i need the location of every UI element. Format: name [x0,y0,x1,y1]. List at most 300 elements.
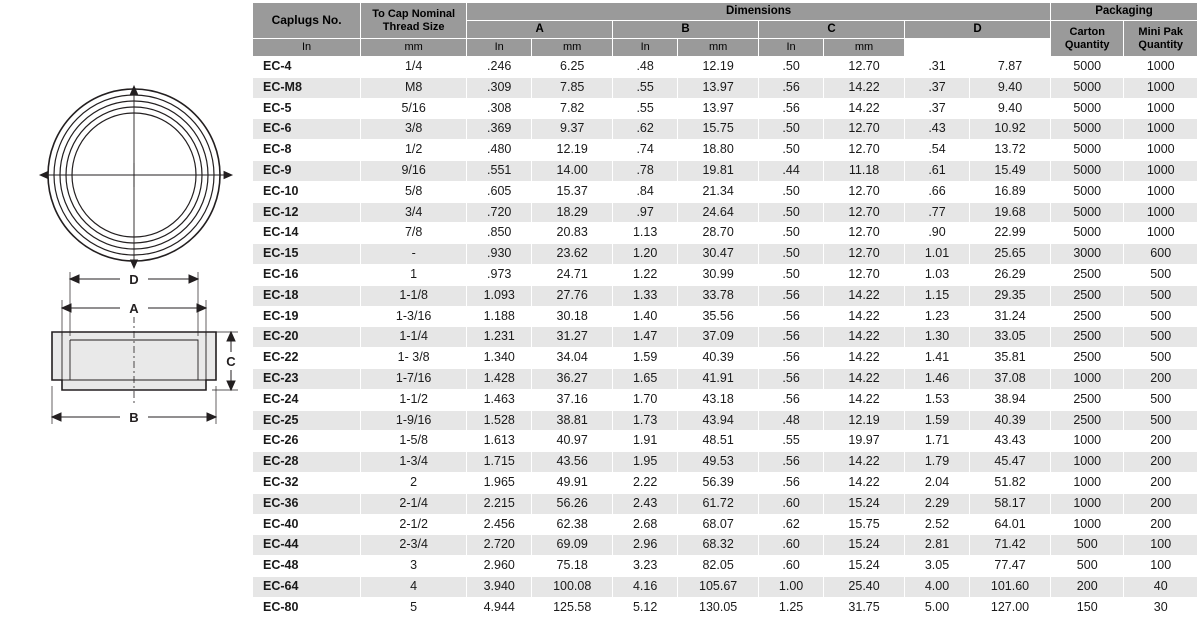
cell-c-in: .56 [759,472,824,493]
cell-thread-size: 1-5/8 [361,431,467,452]
cell-d-mm: 9.40 [970,98,1051,119]
cell-b-in: 2.22 [613,472,678,493]
cell-a-mm: 30.18 [532,306,613,327]
cell-thread-size: 1 [361,264,467,285]
cell-c-mm: 12.70 [824,202,905,223]
cell-a-in: 2.456 [467,514,532,535]
cell-d-mm: 77.47 [970,556,1051,577]
header-b-in: In [467,39,532,57]
cell-b-mm: 43.94 [678,410,759,431]
cell-a-mm: 31.27 [532,327,613,348]
cell-a-mm: 23.62 [532,244,613,265]
cell-b-mm: 30.99 [678,264,759,285]
header-thread-size: To Cap Nominal Thread Size [361,3,467,39]
cell-carton-quantity: 1000 [1050,514,1123,535]
cell-b-mm: 49.53 [678,452,759,473]
cell-carton-quantity: 3000 [1050,244,1123,265]
header-dim-c: C [759,21,905,39]
cell-b-mm: 21.34 [678,181,759,202]
cell-b-in: 2.96 [613,535,678,556]
cell-thread-size: 3/8 [361,119,467,140]
cell-d-mm: 15.49 [970,160,1051,181]
cell-c-in: .62 [759,514,824,535]
cell-c-mm: 14.22 [824,98,905,119]
cell-c-mm: 12.70 [824,119,905,140]
cell-c-mm: 14.22 [824,77,905,98]
cell-mini-pak-quantity: 500 [1124,348,1198,369]
cell-mini-pak-quantity: 200 [1124,472,1198,493]
cell-b-in: .55 [613,77,678,98]
cell-a-in: .246 [467,57,532,78]
cell-b-in: 1.95 [613,452,678,473]
cell-mini-pak-quantity: 200 [1124,368,1198,389]
cell-part-number: EC-9 [253,160,361,181]
product-drawing-panel [0,0,252,583]
cell-c-in: .56 [759,348,824,369]
cell-c-in: .50 [759,244,824,265]
cell-part-number: EC-19 [253,306,361,327]
cell-part-number: EC-36 [253,493,361,514]
cell-d-in: 1.71 [904,431,969,452]
cell-b-in: 5.12 [613,597,678,618]
cell-part-number: EC-12 [253,202,361,223]
cell-mini-pak-quantity: 1000 [1124,202,1198,223]
cell-part-number: EC-48 [253,556,361,577]
cell-d-mm: 13.72 [970,140,1051,161]
cell-carton-quantity: 5000 [1050,57,1123,78]
cell-c-in: .56 [759,77,824,98]
cell-part-number: EC-16 [253,264,361,285]
cell-d-mm: 64.01 [970,514,1051,535]
cell-thread-size: - [361,244,467,265]
cell-a-in: .551 [467,160,532,181]
cell-carton-quantity: 5000 [1050,77,1123,98]
cell-b-mm: 41.91 [678,368,759,389]
cell-d-in: 1.23 [904,306,969,327]
cell-b-in: .84 [613,181,678,202]
cell-c-in: .50 [759,119,824,140]
dimension-label-c: C [226,354,236,369]
cell-thread-size: 4 [361,576,467,597]
header-mini-pak-quantity [1124,21,1198,57]
cell-thread-size: 2 [361,472,467,493]
cell-c-mm: 14.22 [824,348,905,369]
cell-c-in: .56 [759,98,824,119]
cell-carton-quantity: 2500 [1050,410,1123,431]
cell-thread-size: M8 [361,77,467,98]
table-row [253,514,1198,535]
cell-b-in: 3.23 [613,556,678,577]
cell-b-mm: 40.39 [678,348,759,369]
table-row [253,597,1198,618]
cell-a-in: 1.613 [467,431,532,452]
cell-a-mm: 43.56 [532,452,613,473]
cell-a-mm: 75.18 [532,556,613,577]
header-d-mm: mm [824,39,905,57]
cell-b-mm: 24.64 [678,202,759,223]
cell-a-in: .308 [467,98,532,119]
cell-b-in: 2.68 [613,514,678,535]
cell-mini-pak-quantity: 500 [1124,306,1198,327]
cell-c-mm: 14.22 [824,389,905,410]
cell-a-mm: 69.09 [532,535,613,556]
cell-b-mm: 68.07 [678,514,759,535]
cell-a-in: 1.528 [467,410,532,431]
table-row [253,119,1198,140]
cell-carton-quantity: 1000 [1050,452,1123,473]
cell-thread-size: 1-1/8 [361,285,467,306]
cell-a-in: .605 [467,181,532,202]
cell-d-in: .61 [904,160,969,181]
cell-mini-pak-quantity: 1000 [1124,223,1198,244]
cell-d-in: 1.15 [904,285,969,306]
cell-mini-pak-quantity: 1000 [1124,119,1198,140]
cell-a-mm: 7.85 [532,77,613,98]
cell-c-mm: 15.24 [824,556,905,577]
table-header [253,3,1198,57]
table-row [253,98,1198,119]
cell-thread-size: 1-9/16 [361,410,467,431]
specification-table-wrapper [252,2,1198,619]
table-row [253,306,1198,327]
cell-thread-size: 5/8 [361,181,467,202]
table-row [253,244,1198,265]
table-row [253,389,1198,410]
cell-a-in: 1.715 [467,452,532,473]
cell-d-mm: 16.89 [970,181,1051,202]
cell-mini-pak-quantity: 1000 [1124,181,1198,202]
cell-c-mm: 12.70 [824,57,905,78]
cell-thread-size: 5/16 [361,98,467,119]
cell-carton-quantity: 2500 [1050,264,1123,285]
cell-d-in: .66 [904,181,969,202]
cell-part-number: EC-25 [253,410,361,431]
cell-d-in: 2.04 [904,472,969,493]
header-c-in: In [613,39,678,57]
cell-carton-quantity: 2500 [1050,348,1123,369]
cell-carton-quantity: 2500 [1050,285,1123,306]
cell-b-mm: 43.18 [678,389,759,410]
cell-a-mm: 36.27 [532,368,613,389]
cell-part-number: EC-32 [253,472,361,493]
cell-c-in: .56 [759,306,824,327]
cell-d-in: 1.41 [904,348,969,369]
cell-carton-quantity: 5000 [1050,202,1123,223]
table-row [253,57,1198,78]
cell-d-in: 1.30 [904,327,969,348]
cell-a-mm: 62.38 [532,514,613,535]
cell-mini-pak-quantity: 100 [1124,556,1198,577]
cell-a-in: 1.093 [467,285,532,306]
cell-a-in: .369 [467,119,532,140]
cell-d-mm: 19.68 [970,202,1051,223]
cell-carton-quantity: 5000 [1050,181,1123,202]
cell-carton-quantity: 150 [1050,597,1123,618]
cell-b-in: .55 [613,98,678,119]
cell-d-in: 1.79 [904,452,969,473]
cell-b-mm: 82.05 [678,556,759,577]
cell-d-in: 2.81 [904,535,969,556]
cell-a-in: .973 [467,264,532,285]
cell-part-number: EC-4 [253,57,361,78]
header-dimensions: Dimensions [467,3,1051,21]
cell-part-number: EC-18 [253,285,361,306]
cell-a-in: 1.231 [467,327,532,348]
cell-mini-pak-quantity: 200 [1124,431,1198,452]
cell-thread-size: 2-3/4 [361,535,467,556]
cell-b-in: .48 [613,57,678,78]
cell-b-mm: 13.97 [678,98,759,119]
cell-a-mm: 38.81 [532,410,613,431]
cell-part-number: EC-M8 [253,77,361,98]
cell-carton-quantity: 5000 [1050,140,1123,161]
cell-mini-pak-quantity: 500 [1124,264,1198,285]
cell-d-mm: 58.17 [970,493,1051,514]
cell-d-in: 2.52 [904,514,969,535]
cell-c-in: .50 [759,181,824,202]
cell-carton-quantity: 1000 [1050,368,1123,389]
cell-a-in: 4.944 [467,597,532,618]
table-row [253,576,1198,597]
cell-mini-pak-quantity: 40 [1124,576,1198,597]
cell-c-mm: 14.22 [824,306,905,327]
cell-mini-pak-quantity: 30 [1124,597,1198,618]
table-body [253,57,1198,619]
cell-a-mm: 20.83 [532,223,613,244]
cell-c-in: .60 [759,493,824,514]
cell-a-mm: 12.19 [532,140,613,161]
cell-a-in: 1.428 [467,368,532,389]
cell-d-mm: 10.92 [970,119,1051,140]
cell-mini-pak-quantity: 200 [1124,514,1198,535]
cell-b-in: .62 [613,119,678,140]
dimension-label-b: B [129,410,139,425]
cell-thread-size: 1-3/16 [361,306,467,327]
cell-mini-pak-quantity: 1000 [1124,160,1198,181]
cell-a-in: 2.215 [467,493,532,514]
cell-b-mm: 15.75 [678,119,759,140]
cell-b-mm: 35.56 [678,306,759,327]
cell-c-in: .48 [759,410,824,431]
cell-c-mm: 15.24 [824,493,905,514]
cell-a-mm: 7.82 [532,98,613,119]
dimension-label-d: D [129,272,139,287]
cell-c-mm: 12.70 [824,264,905,285]
cell-part-number: EC-40 [253,514,361,535]
cell-thread-size: 1/2 [361,140,467,161]
cell-thread-size: 9/16 [361,160,467,181]
cell-d-mm: 29.35 [970,285,1051,306]
cell-c-mm: 12.70 [824,244,905,265]
cell-d-in: .54 [904,140,969,161]
dimension-label-a: A [129,301,139,316]
cell-d-in: 1.59 [904,410,969,431]
cell-d-in: .31 [904,57,969,78]
cell-a-in: 1.188 [467,306,532,327]
table-row [253,472,1198,493]
cell-thread-size: 1- 3/8 [361,348,467,369]
table-row [253,285,1198,306]
cell-d-in: 1.01 [904,244,969,265]
table-row [253,223,1198,244]
cell-c-in: .50 [759,264,824,285]
cell-carton-quantity: 5000 [1050,223,1123,244]
cell-d-mm: 35.81 [970,348,1051,369]
header-dim-d: D [904,21,1050,39]
cell-b-mm: 48.51 [678,431,759,452]
table-row [253,77,1198,98]
cell-part-number: EC-24 [253,389,361,410]
cell-thread-size: 1/4 [361,57,467,78]
header-packaging: Packaging [1050,3,1197,21]
table-row [253,202,1198,223]
cell-d-in: .90 [904,223,969,244]
cell-c-in: .50 [759,140,824,161]
cell-c-mm: 31.75 [824,597,905,618]
cell-a-mm: 14.00 [532,160,613,181]
cell-d-mm: 40.39 [970,410,1051,431]
cell-mini-pak-quantity: 1000 [1124,57,1198,78]
cell-c-mm: 14.22 [824,368,905,389]
cell-d-mm: 33.05 [970,327,1051,348]
table-row [253,410,1198,431]
cell-carton-quantity: 500 [1050,556,1123,577]
cell-c-in: .56 [759,327,824,348]
cell-part-number: EC-26 [253,431,361,452]
cell-b-in: 1.40 [613,306,678,327]
cell-d-mm: 26.29 [970,264,1051,285]
cell-thread-size: 2-1/2 [361,514,467,535]
cell-b-in: .78 [613,160,678,181]
cell-part-number: EC-22 [253,348,361,369]
cell-thread-size: 1-3/4 [361,452,467,473]
cell-part-number: EC-5 [253,98,361,119]
cell-a-mm: 40.97 [532,431,613,452]
cell-a-in: 1.340 [467,348,532,369]
cell-carton-quantity: 2500 [1050,306,1123,327]
cell-carton-quantity: 1000 [1050,472,1123,493]
cell-d-in: 2.29 [904,493,969,514]
cell-b-in: 1.65 [613,368,678,389]
table-row [253,327,1198,348]
cell-d-in: 5.00 [904,597,969,618]
cell-c-in: .56 [759,368,824,389]
cell-d-mm: 43.43 [970,431,1051,452]
cell-part-number: EC-44 [253,535,361,556]
cell-a-in: 1.965 [467,472,532,493]
cell-b-mm: 56.39 [678,472,759,493]
cell-b-in: 1.70 [613,389,678,410]
cell-d-mm: 101.60 [970,576,1051,597]
cell-a-mm: 49.91 [532,472,613,493]
cell-d-mm: 38.94 [970,389,1051,410]
table-row [253,368,1198,389]
cell-b-in: 1.73 [613,410,678,431]
cell-b-in: 2.43 [613,493,678,514]
cell-b-mm: 13.97 [678,77,759,98]
cell-d-mm: 37.08 [970,368,1051,389]
cell-mini-pak-quantity: 500 [1124,285,1198,306]
cell-c-mm: 15.75 [824,514,905,535]
cell-b-in: 1.91 [613,431,678,452]
cell-d-mm: 127.00 [970,597,1051,618]
cell-c-in: .55 [759,431,824,452]
cell-c-in: .56 [759,389,824,410]
cell-d-in: .37 [904,98,969,119]
cell-a-in: .720 [467,202,532,223]
header-dim-b: B [613,21,759,39]
cell-carton-quantity: 200 [1050,576,1123,597]
cell-c-in: 1.25 [759,597,824,618]
cell-thread-size: 1-1/4 [361,327,467,348]
cell-a-mm: 6.25 [532,57,613,78]
table-row [253,140,1198,161]
cell-c-mm: 11.18 [824,160,905,181]
cell-c-mm: 25.40 [824,576,905,597]
cell-d-mm: 71.42 [970,535,1051,556]
cell-a-mm: 24.71 [532,264,613,285]
cell-b-in: 1.33 [613,285,678,306]
cell-c-mm: 14.22 [824,285,905,306]
header-row-groups [253,3,1198,21]
cell-c-mm: 12.70 [824,140,905,161]
cell-b-in: 1.22 [613,264,678,285]
cell-carton-quantity: 5000 [1050,98,1123,119]
table-row [253,181,1198,202]
cell-a-in: 3.940 [467,576,532,597]
header-dim-a: A [467,21,613,39]
table-row [253,431,1198,452]
cell-d-mm: 45.47 [970,452,1051,473]
header-mini-pak-line1: Mini Pak Quantity [1138,25,1184,51]
cell-a-in: 1.463 [467,389,532,410]
cell-d-in: 3.05 [904,556,969,577]
header-a-mm: mm [361,39,467,57]
cell-a-in: .480 [467,140,532,161]
cell-part-number: EC-80 [253,597,361,618]
cell-c-in: .60 [759,556,824,577]
cell-part-number: EC-20 [253,327,361,348]
cell-thread-size: 1-7/16 [361,368,467,389]
cell-c-in: .50 [759,57,824,78]
header-c-mm: mm [678,39,759,57]
cell-a-mm: 9.37 [532,119,613,140]
cell-mini-pak-quantity: 100 [1124,535,1198,556]
cell-b-mm: 30.47 [678,244,759,265]
table-row [253,264,1198,285]
cell-part-number: EC-23 [253,368,361,389]
cell-part-number: EC-64 [253,576,361,597]
cell-c-in: .56 [759,452,824,473]
table-row [253,348,1198,369]
cell-part-number: EC-6 [253,119,361,140]
cap-drawings-svg [0,0,252,583]
cell-carton-quantity: 2500 [1050,389,1123,410]
cell-a-in: .850 [467,223,532,244]
cell-c-in: .60 [759,535,824,556]
cell-a-mm: 125.58 [532,597,613,618]
cell-b-mm: 68.32 [678,535,759,556]
cell-carton-quantity: 2500 [1050,327,1123,348]
cell-c-mm: 12.19 [824,410,905,431]
cell-mini-pak-quantity: 500 [1124,389,1198,410]
cell-c-mm: 19.97 [824,431,905,452]
header-carton-quantity [1050,21,1123,57]
cell-c-in: .56 [759,285,824,306]
cell-thread-size: 2-1/4 [361,493,467,514]
cell-d-in: 4.00 [904,576,969,597]
cell-c-mm: 14.22 [824,452,905,473]
